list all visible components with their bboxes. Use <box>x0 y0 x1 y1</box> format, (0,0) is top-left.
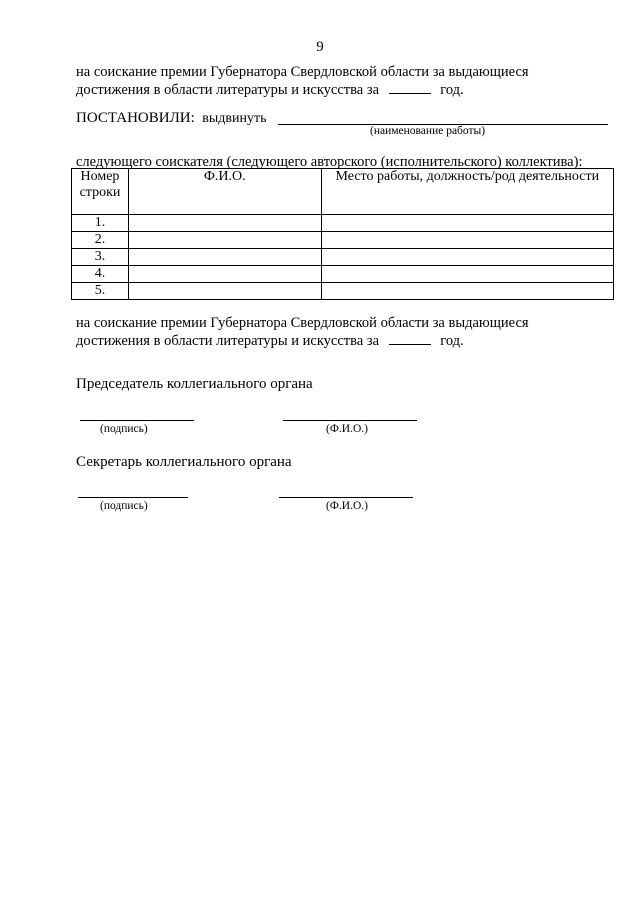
secretary-signature-caption: (подпись) <box>100 500 148 512</box>
outro-line-2-suffix: год. <box>440 333 464 349</box>
table-row <box>72 266 614 283</box>
outro-word: Свердловской <box>290 315 377 331</box>
intro-line-2 <box>76 81 610 99</box>
page-number: 9 <box>316 39 324 55</box>
outro-word: области <box>380 315 430 331</box>
decree-text: выдвинуть <box>202 111 267 126</box>
intro-line-2-text: достижения в области литературы и искусства за <box>76 82 380 98</box>
row-number: 1. <box>72 215 129 232</box>
intro-word: за <box>432 64 445 80</box>
year-blank[interactable] <box>389 332 431 345</box>
intro-word: премии <box>160 64 207 80</box>
chairman-name-line[interactable] <box>283 420 417 421</box>
outro-line-2 <box>76 332 610 350</box>
chairman-name-caption: (Ф.И.О.) <box>326 423 368 435</box>
name-cell[interactable] <box>128 266 321 283</box>
outro-word: на <box>76 315 91 331</box>
table-row <box>72 283 614 300</box>
year-blank[interactable] <box>389 81 431 94</box>
secretary-label: Секретарь коллегиального органа <box>76 454 292 470</box>
secretary-name-line[interactable] <box>279 497 413 498</box>
intro-line-1 <box>76 64 610 81</box>
intro-paragraph <box>76 64 610 99</box>
chairman-label: Председатель коллегиального органа <box>76 376 313 392</box>
work-title-caption: (наименование работы) <box>370 125 486 137</box>
row-number: 2. <box>72 232 129 249</box>
workplace-cell[interactable] <box>321 266 613 283</box>
secretary-name-caption: (Ф.И.О.) <box>326 500 368 512</box>
name-cell[interactable] <box>128 215 321 232</box>
workplace-cell[interactable] <box>321 232 613 249</box>
intro-word: Губернатора <box>210 64 288 80</box>
row-number: 4. <box>72 266 129 283</box>
outro-word: выдающиеся <box>448 315 529 331</box>
outro-word: соискание <box>93 315 157 331</box>
workplace-cell[interactable] <box>321 249 613 266</box>
workplace-cell[interactable] <box>321 215 613 232</box>
outro-line-1 <box>76 315 610 332</box>
intro-word: соискание <box>93 64 157 80</box>
candidates-heading: следующего соискателя (следующего авторского (исполнительского) коллектива): <box>76 154 583 170</box>
table-row <box>72 215 614 232</box>
decree-line <box>76 110 267 127</box>
table-row <box>72 232 614 249</box>
row-number: 3. <box>72 249 129 266</box>
outro-paragraph <box>76 315 610 350</box>
decree-label: ПОСТАНОВИЛИ: <box>76 110 195 126</box>
chairman-signature-line[interactable] <box>80 420 194 421</box>
name-cell[interactable] <box>128 283 321 300</box>
candidates-table <box>71 168 614 300</box>
header-workplace: Место работы, должность/род деятельности <box>321 169 613 215</box>
name-cell[interactable] <box>128 249 321 266</box>
outro-line-2-text: достижения в области литературы и искусства за <box>76 333 380 349</box>
name-cell[interactable] <box>128 232 321 249</box>
intro-word: области <box>380 64 430 80</box>
row-number: 5. <box>72 283 129 300</box>
secretary-signature-line[interactable] <box>78 497 188 498</box>
intro-word: Свердловской <box>290 64 377 80</box>
outro-word: премии <box>160 315 207 331</box>
header-row-number: Номер строки <box>72 169 129 215</box>
intro-line-2-suffix: год. <box>440 82 464 98</box>
intro-word: выдающиеся <box>448 64 529 80</box>
outro-word: за <box>432 315 445 331</box>
table-row <box>72 249 614 266</box>
chairman-signature-caption: (подпись) <box>100 423 148 435</box>
intro-word: на <box>76 64 91 80</box>
outro-word: Губернатора <box>210 315 288 331</box>
table-header-row <box>72 169 614 215</box>
workplace-cell[interactable] <box>321 283 613 300</box>
header-name: Ф.И.О. <box>128 169 321 215</box>
